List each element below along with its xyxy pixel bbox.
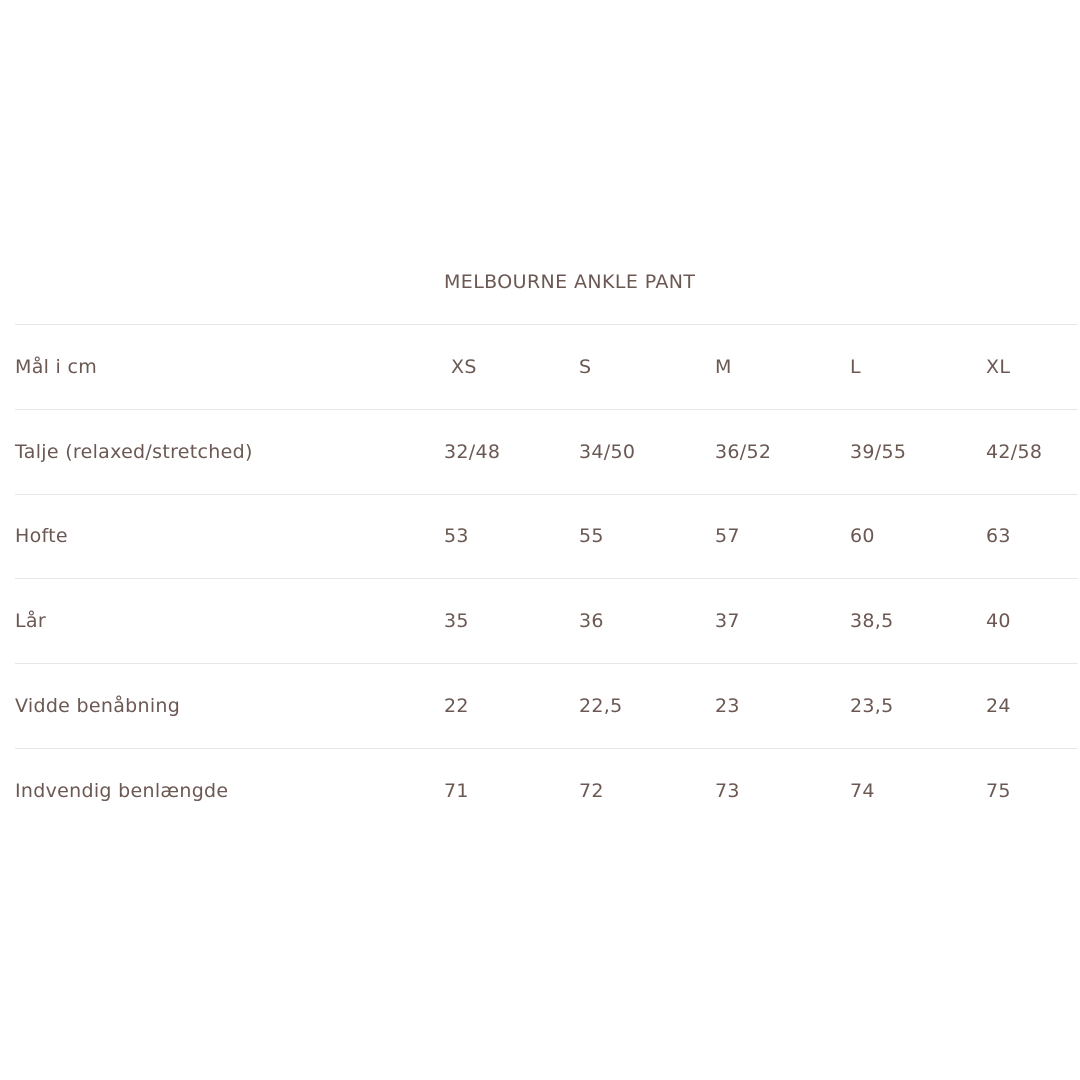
cell-l: 60 (850, 525, 875, 548)
cell-m: 73 (715, 779, 740, 802)
cell-xl: 24 (986, 695, 1011, 718)
header-size-m: M (715, 355, 732, 378)
row-label: Indvendig benlængde (15, 779, 229, 802)
cell-s: 55 (579, 525, 604, 548)
cell-xs: 71 (444, 779, 469, 802)
cell-m: 36/52 (715, 440, 772, 463)
row-label: Lår (15, 610, 46, 633)
table-row (15, 663, 1078, 748)
size-chart-title: MELBOURNE ANKLE PANT (444, 271, 696, 293)
cell-xs: 32/48 (444, 440, 501, 463)
table-header-row (15, 324, 1078, 409)
cell-xl: 42/58 (986, 440, 1043, 463)
header-size-xs: XS (451, 355, 477, 378)
cell-m: 23 (715, 695, 740, 718)
header-size-xl: XL (986, 355, 1011, 378)
table-row (15, 578, 1078, 663)
cell-l: 23,5 (850, 695, 894, 718)
cell-s: 22,5 (579, 695, 623, 718)
header-measure-label: Mål i cm (15, 355, 98, 378)
header-size-l: L (850, 355, 861, 378)
cell-xs: 22 (444, 695, 469, 718)
row-label: Hofte (15, 525, 68, 548)
header-size-s: S (579, 355, 592, 378)
cell-m: 57 (715, 525, 740, 548)
cell-l: 38,5 (850, 610, 894, 633)
row-label: Talje (relaxed/stretched) (15, 440, 253, 463)
table-row (15, 494, 1078, 579)
size-chart-table (15, 324, 1078, 833)
cell-s: 36 (579, 610, 604, 633)
cell-xl: 40 (986, 610, 1011, 633)
cell-m: 37 (715, 610, 740, 633)
cell-xl: 63 (986, 525, 1011, 548)
cell-xs: 53 (444, 525, 469, 548)
row-label: Vidde benåbning (15, 695, 181, 718)
cell-xl: 75 (986, 779, 1011, 802)
table-row (15, 748, 1078, 833)
cell-l: 74 (850, 779, 875, 802)
cell-l: 39/55 (850, 440, 907, 463)
cell-xs: 35 (444, 610, 469, 633)
cell-s: 34/50 (579, 440, 636, 463)
table-row (15, 409, 1078, 494)
cell-s: 72 (579, 779, 604, 802)
